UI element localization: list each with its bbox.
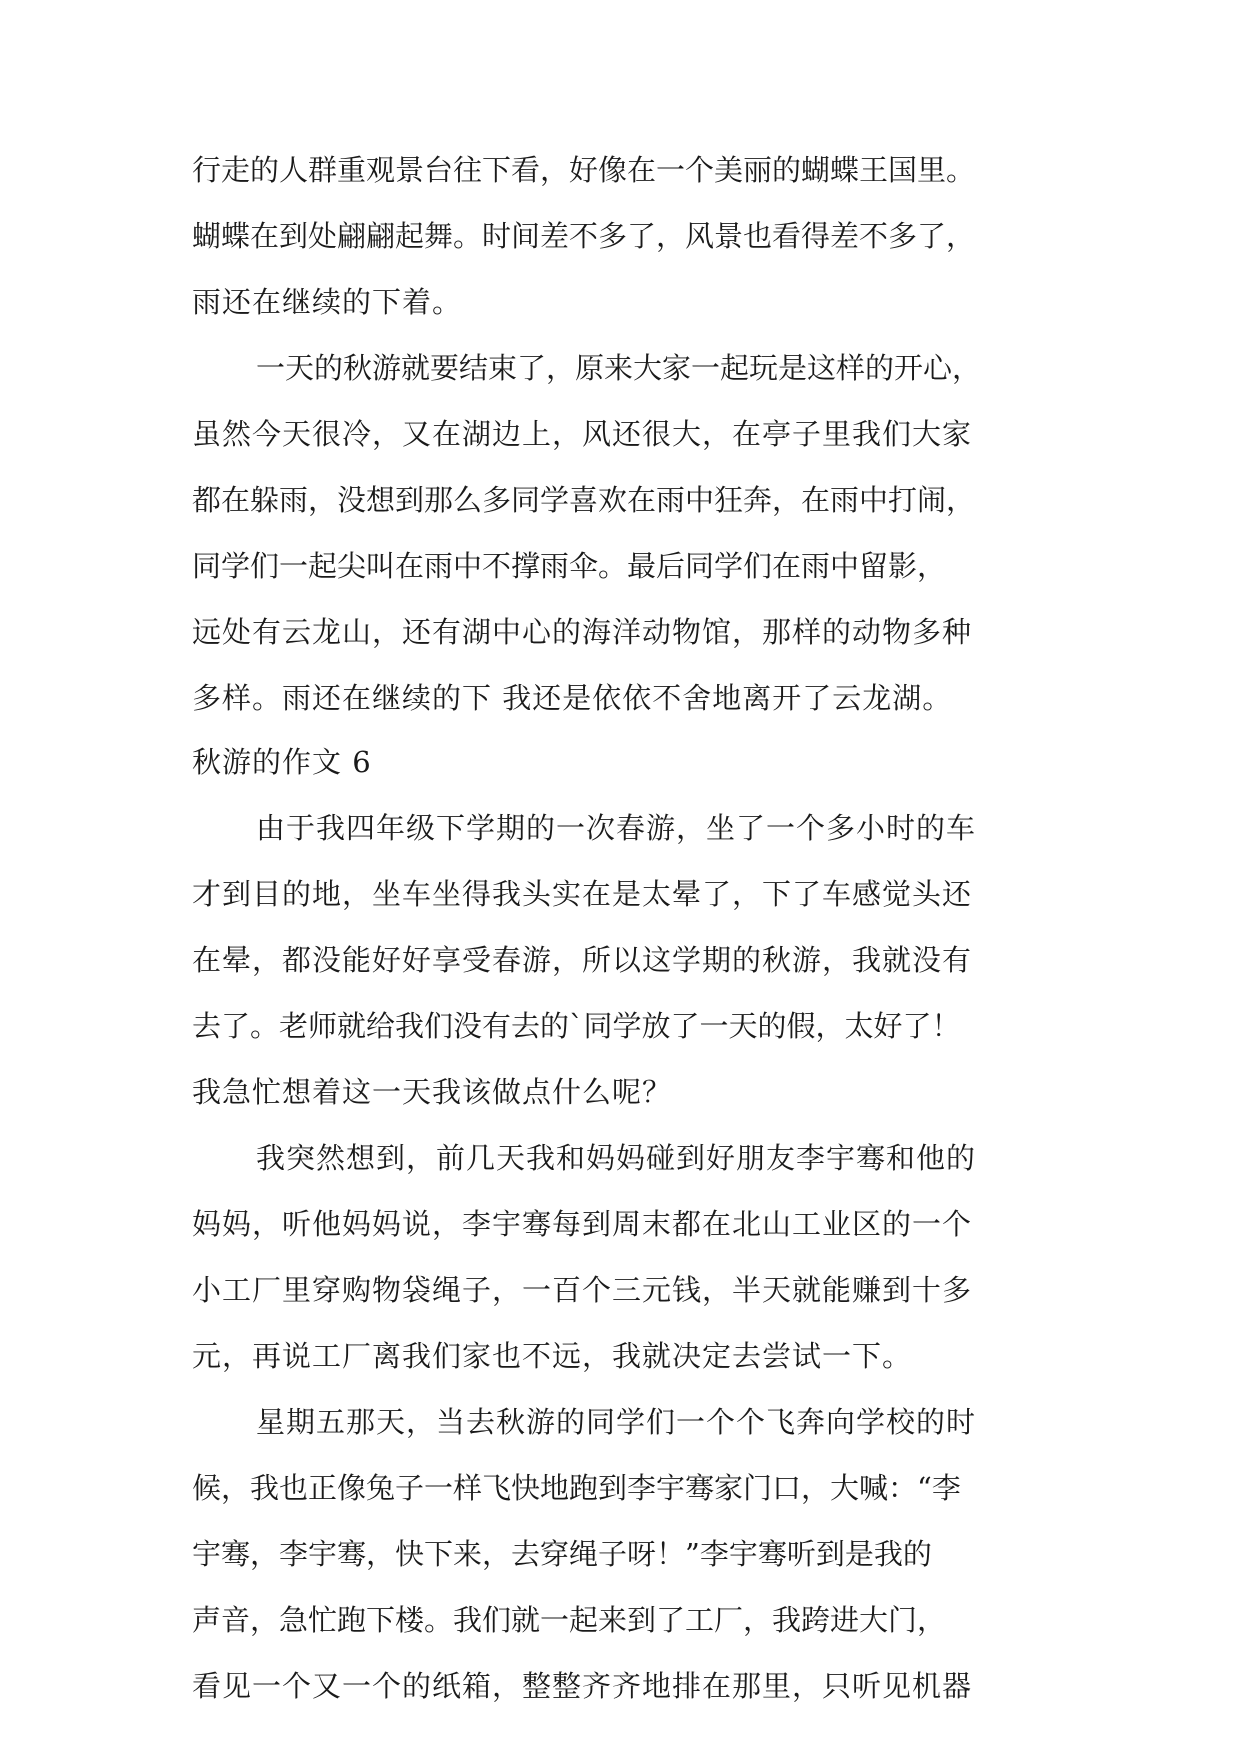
text-line-22: 宇骞，李宇骞，快下来，去穿绳子呀！”李宇骞听到是我的 xyxy=(192,1537,932,1571)
text-line-6: 都在躲雨，没想到那么多同学喜欢在雨中狂奔，在雨中打闹， xyxy=(192,483,976,517)
text-line-2: 蝴蝶在到处翩翩起舞。时间差不多了，风景也看得差不多了， xyxy=(192,219,976,253)
text-line-16: 我突然想到，前几天我和妈妈碰到好朋友李宇骞和他的 xyxy=(256,1141,977,1175)
text-line-15: 我急忙想着这一天我该做点什么呢？ xyxy=(192,1075,673,1109)
text-line-4: 一天的秋游就要结束了，原来大家一起玩是这样的开心， xyxy=(256,351,982,385)
text-line-19: 元，再说工厂离我们家也不远，我就决定去尝试一下。 xyxy=(192,1339,913,1373)
text-line-12: 才到目的地，坐车坐得我头实在是太晕了，下了车感觉头还 xyxy=(192,877,973,911)
text-line-24: 看见一个又一个的纸箱，整整齐齐地排在那里，只听见机器 xyxy=(192,1669,973,1703)
text-line-3: 雨还在继续的下着。 xyxy=(192,285,463,319)
text-line-1: 行走的人群重观景台往下看，好像在一个美丽的蝴蝶王国里。 xyxy=(192,153,976,187)
text-line-17: 妈妈，听他妈妈说，李宇骞每到周末都在北山工业区的一个 xyxy=(192,1207,973,1241)
text-line-8: 远处有云龙山，还有湖中心的海洋动物馆，那样的动物多种 xyxy=(192,615,973,649)
text-line-9: 多样。雨还在继续的下 我还是依依不舍地离开了云龙湖。 xyxy=(192,681,953,715)
text-line-18: 小工厂里穿购物袋绳子，一百个三元钱，半天就能赚到十多 xyxy=(192,1273,973,1307)
text-line-23: 声音，急忙跑下楼。我们就一起来到了工厂，我跨进大门， xyxy=(192,1603,947,1637)
text-line-13: 在晕，都没能好好享受春游，所以这学期的秋游，我就没有 xyxy=(192,943,973,977)
text-line-20: 星期五那天，当去秋游的同学们一个个飞奔向学校的时 xyxy=(256,1405,977,1439)
text-line-14: 去了。老师就给我们没有去的`同学放了一天的假，太好了！ xyxy=(192,1009,961,1043)
text-line-7: 同学们一起尖叫在雨中不撑雨伞。最后同学们在雨中留影， xyxy=(192,549,947,583)
text-line-11: 由于我四年级下学期的一次春游，坐了一个多小时的车 xyxy=(256,811,977,845)
text-line-5: 虽然今天很冷，又在湖边上，风还很大，在亭子里我们大家 xyxy=(192,417,973,451)
text-line-21: 候，我也正像兔子一样飞快地跑到李宇骞家门口，大喊：“李 xyxy=(192,1471,961,1505)
section-heading: 秋游的作文 6 xyxy=(192,745,372,779)
